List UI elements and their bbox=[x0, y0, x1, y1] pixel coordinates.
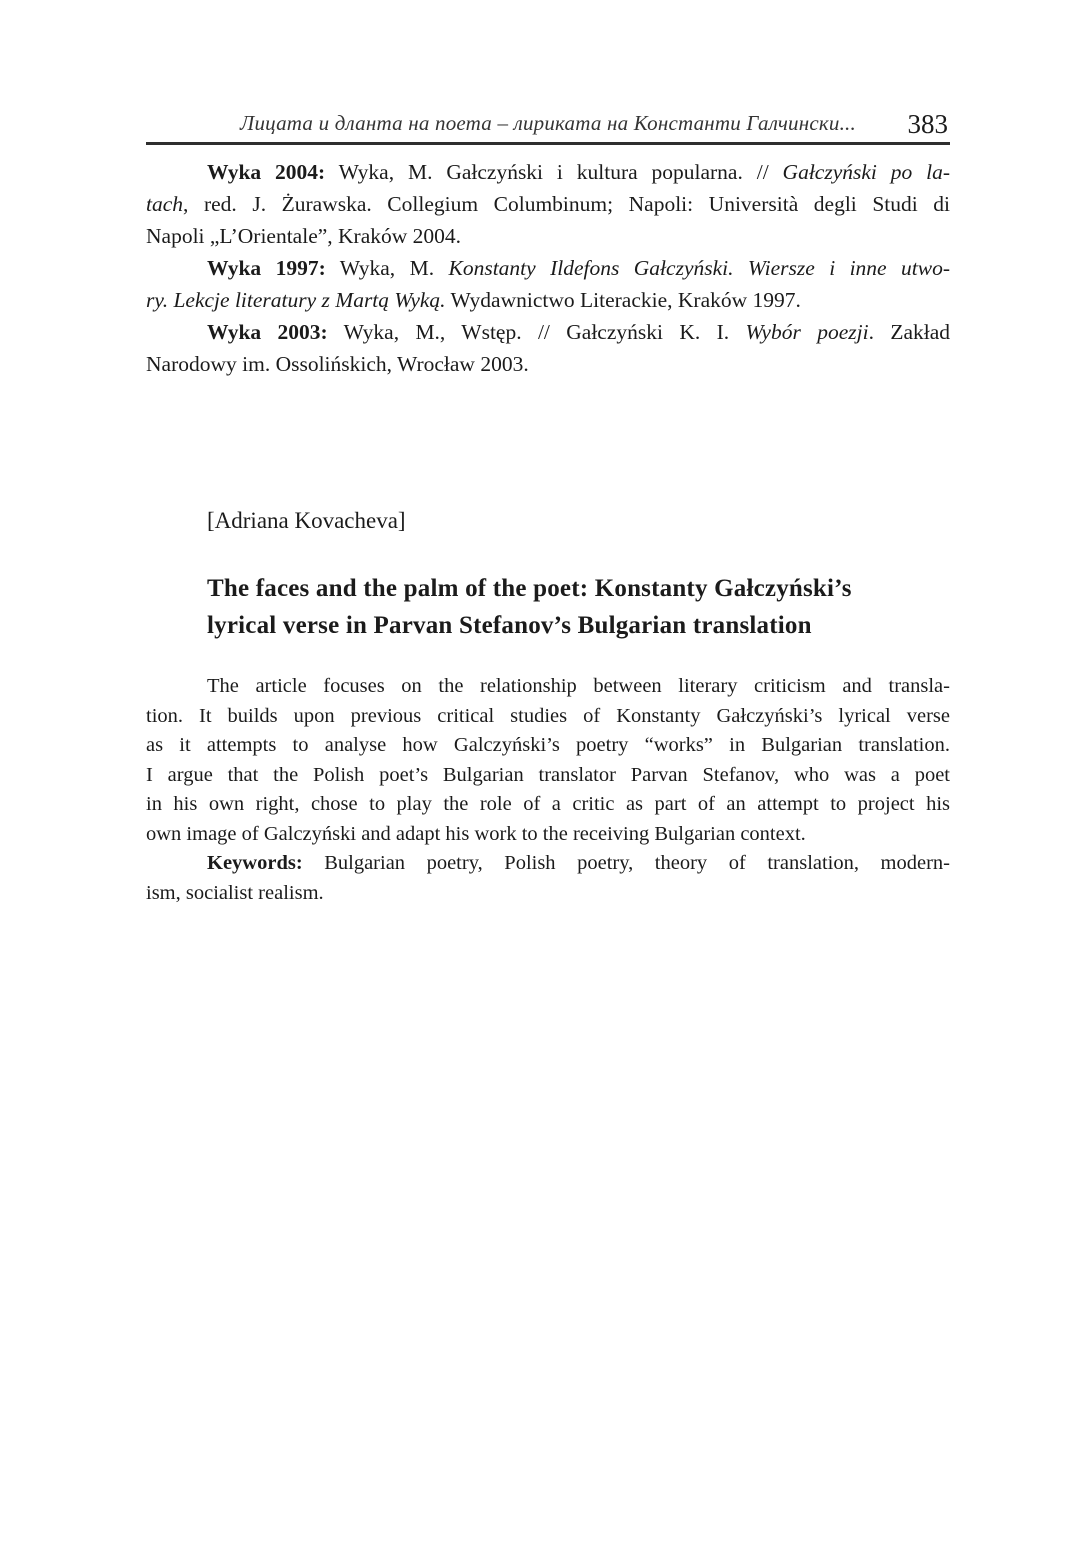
text-segment: own image of Galczyński and adapt his work to the receiving Bulgarian context. bbox=[146, 822, 806, 845]
text-line bbox=[146, 702, 950, 732]
text-segment: ism, socialist realism. bbox=[146, 881, 324, 904]
text-segment: Wyka, M., Wstęp. // Gałczyński K. I. bbox=[327, 320, 746, 344]
text-line bbox=[146, 156, 950, 188]
text-segment: Wyka 2003: bbox=[207, 320, 328, 344]
text-segment: Wybór poezji bbox=[745, 320, 869, 344]
running-title: Лицата и дланта на поета – лириката на Константи Галчински... bbox=[240, 111, 856, 135]
text-line bbox=[146, 284, 950, 316]
text-segment: tion. It builds upon previous critical studies of Konstanty Gałczyński’s lyrical verse bbox=[146, 704, 950, 727]
text-line bbox=[146, 790, 950, 820]
text-segment: Napoli „L’Orientale”, Kraków 2004. bbox=[146, 224, 462, 248]
abstract-section bbox=[146, 672, 950, 908]
text-segment: . Zakład bbox=[868, 320, 951, 344]
text-segment: Wyka, M. bbox=[325, 256, 449, 280]
text-segment: Wydawnictwo Literackie, Kraków 1997. bbox=[445, 288, 801, 312]
text-line bbox=[207, 607, 977, 644]
text-line bbox=[146, 316, 950, 348]
text-line bbox=[146, 761, 950, 791]
text-segment: as it attempts to analyse how Galczyński’s poetry “works” in Bulgarian translation. bbox=[146, 734, 950, 756]
text-segment: The faces and the palm of the poet: Konstanty Gałczyński’s bbox=[207, 575, 852, 602]
text-line bbox=[146, 188, 950, 220]
text-segment: , red. J. Żurawska. Collegium Columbinum; Napoli: Università degli Studi di bbox=[183, 192, 950, 216]
text-line bbox=[146, 820, 950, 850]
text-segment: Bulgarian poetry, Polish poetry, theory of translation, modern- bbox=[302, 852, 950, 874]
text-line bbox=[146, 252, 950, 284]
text-line bbox=[146, 220, 950, 252]
text-segment: lyrical verse in Parvan Stefanov’s Bulgarian translation bbox=[207, 612, 812, 639]
text-line bbox=[146, 731, 950, 761]
page-number: 383 bbox=[907, 109, 948, 139]
author-name: [Adriana Kovacheva] bbox=[207, 508, 406, 533]
text-segment: Gałczyński po la- bbox=[782, 160, 951, 184]
article-title bbox=[207, 570, 977, 644]
bibliography-section bbox=[146, 156, 950, 380]
page-header bbox=[146, 103, 950, 145]
text-segment: ry. Lekcje literatury z Martą Wyką. bbox=[146, 288, 446, 312]
text-segment: tach bbox=[146, 192, 184, 216]
text-segment: Narodowy im. Ossolińskich, Wrocław 2003. bbox=[146, 352, 529, 376]
text-segment: I argue that the Polish poet’s Bulgarian translator Parvan Stefanov, who was a poet bbox=[146, 763, 950, 786]
text-segment: Keywords: bbox=[207, 852, 303, 874]
text-line bbox=[146, 879, 950, 909]
text-line bbox=[146, 849, 950, 879]
text-segment: Wyka, M. Gałczyński i kultura popularna. // bbox=[325, 160, 783, 184]
text-segment: The article focuses on the relationship between literary criticism and transla- bbox=[207, 675, 950, 697]
text-segment: Wyka 1997: bbox=[207, 256, 326, 280]
text-segment: in his own right, chose to play the role of a critic as part of an attempt to project his bbox=[146, 793, 950, 815]
text-segment: Wyka 2004: bbox=[207, 160, 326, 184]
text-line bbox=[146, 348, 950, 380]
text-line bbox=[207, 570, 977, 607]
text-line bbox=[146, 672, 950, 702]
text-segment: Konstanty Ildefons Gałczyński. Wiersze i inne utwo- bbox=[448, 256, 950, 280]
